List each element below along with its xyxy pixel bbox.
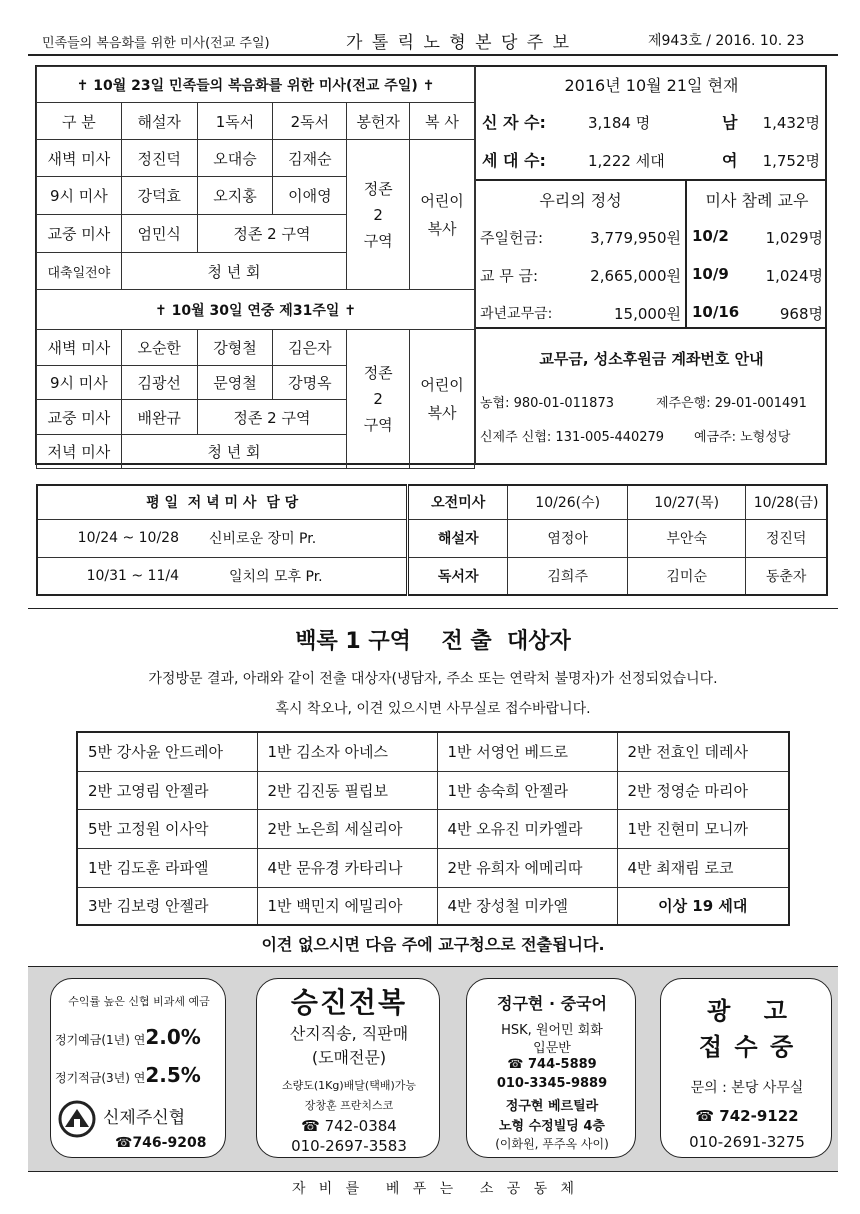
attendance-count: 1,029명 (765, 229, 823, 247)
attendance-count: 968명 (779, 305, 823, 323)
transfer-entry: 2반 김진동 필립보 (257, 771, 437, 809)
transfer-entry: 2반 정영순 마리아 (617, 771, 789, 809)
praesidium: 일치의 모후 Pr. (187, 557, 408, 595)
col-offertory: 봉헌자 (347, 103, 410, 140)
believers-count: 3,184 명 (588, 114, 651, 132)
ad2-line: 소량도(1Kg)배달(택배)가능 (282, 1079, 416, 1092)
mass-schedule-table (36, 66, 475, 469)
transfer-list-table (76, 731, 790, 926)
cell: 이애영 (273, 177, 347, 215)
col-reading2: 2독서 (273, 103, 347, 140)
col-reading1: 1독서 (197, 103, 273, 140)
attendance-date: 10/2 (692, 227, 729, 245)
notice-line1: 가정방문 결과, 아래와 같이 전출 대상자(냉담자, 주소 또는 연락처 불명자)가 선정되었습니다. (148, 671, 718, 687)
schedule1-title: ✝ 10월 23일 민족들의 복음화를 위한 미사(전교 주일) ✝ (37, 67, 475, 103)
attendance-date: 10/9 (692, 265, 729, 283)
cell: 문영철 (197, 366, 273, 400)
cell: 김재순 (273, 140, 347, 177)
col-server: 복 사 (410, 103, 475, 140)
ad-placeholder (660, 978, 832, 1158)
header-rule (28, 54, 838, 56)
col-category: 구 분 (37, 103, 122, 140)
female-label: 여 (722, 151, 738, 170)
transfer-entry: 1반 송숙희 안젤라 (437, 771, 617, 809)
cell: 오순한 (121, 330, 197, 366)
transfer-entry: 5반 강사윤 안드레아 (77, 732, 257, 771)
ad3-line: HSK, 원어민 회화 (501, 1023, 603, 1038)
credit-union-logo-icon (57, 1099, 97, 1139)
row-label: 9시 미사 (37, 366, 122, 400)
ad3-title: 정구현 · 중국어 (497, 994, 607, 1013)
cell: 강덕효 (121, 177, 197, 215)
offering-label: 교 무 금: (480, 267, 539, 285)
notice-line2: 혹시 착오나, 이견 있으시면 사무실로 접수바랍니다. (275, 701, 591, 717)
date-head: 10/27(목) (628, 485, 746, 519)
ad2-line: 산지직송, 직판매 (289, 1024, 409, 1043)
ad3-line: (이화원, 푸주옥 사이) (495, 1137, 609, 1151)
ad2-line: (도매전문) (311, 1048, 387, 1067)
ad2-title: 승진전복 (290, 986, 408, 1019)
row-label: 새벽 미사 (37, 330, 122, 366)
row-label: 교중 미사 (37, 215, 122, 253)
offertory-cell: 정존 2 구역 (347, 330, 410, 469)
transfer-entry: 1반 서영언 베드로 (437, 732, 617, 771)
section-rule (28, 608, 838, 609)
notice-footer: 이견 없으시면 다음 주에 교구청으로 전출됩니다. (261, 935, 605, 954)
ad4-mobile: 010-2691-3275 (689, 1133, 805, 1151)
ad2-phone: ☎ 742-0384 (301, 1117, 397, 1135)
transfer-entry: 3반 김보령 안젤라 (77, 887, 257, 925)
issue-number: 제943호 / 2016. 10. 23 (648, 33, 805, 49)
role: 독서자 (408, 557, 508, 595)
assignee: 동춘자 (746, 557, 827, 595)
offertory-cell: 정존 2 구역 (347, 140, 410, 290)
transfer-entry: 1반 김도훈 라파엘 (77, 848, 257, 887)
ad-abalone (256, 978, 440, 1158)
account-title: 교무금, 성소후원금 계좌번호 안내 (539, 350, 764, 368)
ad3-line: 정구현 베르틸라 (505, 1099, 599, 1114)
offering-value: 15,000원 (614, 305, 681, 323)
transfer-entry: 2반 노은희 세실리아 (257, 809, 437, 848)
transfer-entry: 1반 진현미 모니까 (617, 809, 789, 848)
server-cell: 어린이 복사 (410, 140, 475, 290)
female-count: 1,752명 (762, 152, 820, 170)
date-head: 10/28(금) (746, 485, 827, 519)
male-count: 1,432명 (762, 114, 820, 132)
transfer-entry: 4반 최재림 로코 (617, 848, 789, 887)
offering-box (476, 179, 827, 329)
ad1-line: 수익률 높은 신협 비과세 예금 (68, 995, 210, 1008)
col-commentator: 해설자 (121, 103, 197, 140)
row-label: 9시 미사 (37, 177, 122, 215)
praesidium: 신비로운 장미 Pr. (187, 519, 408, 557)
ad3-mobile: 010-3345-9889 (496, 1076, 608, 1091)
period: 10/24 ~ 10/28 (37, 519, 187, 557)
cell: 배완규 (121, 400, 197, 435)
cell: 김은자 (273, 330, 347, 366)
cell-merged: 정존 2 구역 (197, 215, 347, 253)
morning-mass-head: 오전미사 (408, 485, 508, 519)
assignee: 김미순 (628, 557, 746, 595)
header-subtitle: 민족들의 복음화를 위한 미사(전교 주일) (42, 36, 270, 51)
offering-label: 주일헌금: (480, 229, 544, 247)
ad1-name: 신제주신협 (103, 1108, 186, 1128)
cell: 정진덕 (121, 140, 197, 177)
assignee: 정진덕 (746, 519, 827, 557)
ad1-savings: 정기적금(3년) 연2.5% (55, 1063, 201, 1087)
ad3-line: 입문반 (533, 1041, 571, 1056)
believers-label: 신 자 수: (482, 113, 546, 132)
transfer-entry: 1반 김소자 아네스 (257, 732, 437, 771)
schedule2-title: ✝ 10월 30일 연중 제31주일 ✝ (37, 290, 475, 330)
cell-merged: 정존 2 구역 (197, 400, 347, 435)
account-holder: 예금주: 노형성당 (694, 430, 791, 445)
account-cu: 신제주 신협: 131-005-440279 (480, 430, 665, 445)
assignee: 부안숙 (628, 519, 746, 557)
attendance-date: 10/16 (692, 303, 740, 321)
male-label: 남 (722, 113, 738, 132)
account-jeju: 제주은행: 29-01-001491 (656, 396, 807, 411)
row-label: 교중 미사 (37, 400, 122, 435)
role: 해설자 (408, 519, 508, 557)
households-label: 세 대 수: (482, 151, 546, 170)
cell: 오대승 (197, 140, 273, 177)
transfer-total: 이상 19 세대 (617, 887, 789, 925)
server-cell: 어린이 복사 (410, 330, 475, 469)
cell: 강명옥 (273, 366, 347, 400)
offering-value: 3,779,950원 (590, 229, 681, 247)
ad4-line: 접 수 중 (698, 1032, 796, 1061)
offering-value: 2,665,000원 (590, 267, 681, 285)
ad2-line: 장창훈 프란치스코 (304, 1099, 394, 1112)
cell-merged: 청 년 회 (121, 435, 346, 469)
weekday-head: 평 일 저 녁 미 사 담 당 (37, 485, 408, 519)
cell: 강형철 (197, 330, 273, 366)
transfer-entry: 1반 백민지 에밀리아 (257, 887, 437, 925)
ad3-phone: ☎ 744-5889 (507, 1057, 597, 1072)
stats-panel (475, 66, 826, 464)
transfer-entry: 4반 문유경 카타리나 (257, 848, 437, 887)
bottom-slogan: 자 비 를 베 푸 는 소 공 동 체 (291, 1181, 575, 1197)
ad3-line: 노형 수정빌딩 4층 (498, 1119, 605, 1134)
period: 10/31 ~ 11/4 (37, 557, 187, 595)
page-header (28, 22, 838, 52)
assignee: 염정아 (508, 519, 628, 557)
account-nh: 농협: 980-01-011873 (480, 396, 614, 411)
stats-date: 2016년 10월 21일 현재 (564, 76, 739, 95)
row-label: 저녁 미사 (37, 435, 122, 469)
offering-title: 우리의 정성 (539, 191, 622, 210)
row-label: 새벽 미사 (37, 140, 122, 177)
bulletin-title: 가 톨 릭 노 형 본 당 주 보 (346, 33, 572, 53)
assignee: 김희주 (508, 557, 628, 595)
transfer-entry: 5반 고정원 이사악 (77, 809, 257, 848)
notice-title: 백록 1 구역 전 출 대상자 (295, 629, 571, 654)
ad-credit-union (50, 978, 226, 1158)
households-count: 1,222 세대 (588, 152, 665, 170)
cell: 오지홍 (197, 177, 273, 215)
attendance-count: 1,024명 (765, 267, 823, 285)
transfer-entry: 2반 유희자 에메리따 (437, 848, 617, 887)
row-label: 대축일전야 (37, 253, 122, 290)
ad4-line: 광 고 (707, 996, 787, 1025)
transfer-entry: 4반 오유진 미카엘라 (437, 809, 617, 848)
transfer-entry: 2반 고영림 안젤라 (77, 771, 257, 809)
transfer-entry: 2반 전효인 데레사 (617, 732, 789, 771)
ad4-line: 문의 : 본당 사무실 (690, 1080, 804, 1096)
ad1-deposit: 정기예금(1년) 연2.0% (55, 1025, 201, 1049)
attendance-title: 미사 참례 교우 (705, 191, 809, 210)
cell-merged: 청 년 회 (121, 253, 346, 290)
ad1-phone: ☎746-9208 (115, 1135, 207, 1151)
date-head: 10/26(수) (508, 485, 628, 519)
offering-label: 과년교무금: (480, 306, 553, 322)
transfer-entry: 4반 장성철 미카엘 (437, 887, 617, 925)
ad-chinese (466, 978, 636, 1158)
cell: 엄민식 (121, 215, 197, 253)
ad2-mobile: 010-2697-3583 (291, 1137, 407, 1155)
ad4-phone: ☎ 742-9122 (695, 1107, 799, 1125)
cell: 김광선 (121, 366, 197, 400)
weekday-mass-table (36, 484, 828, 596)
